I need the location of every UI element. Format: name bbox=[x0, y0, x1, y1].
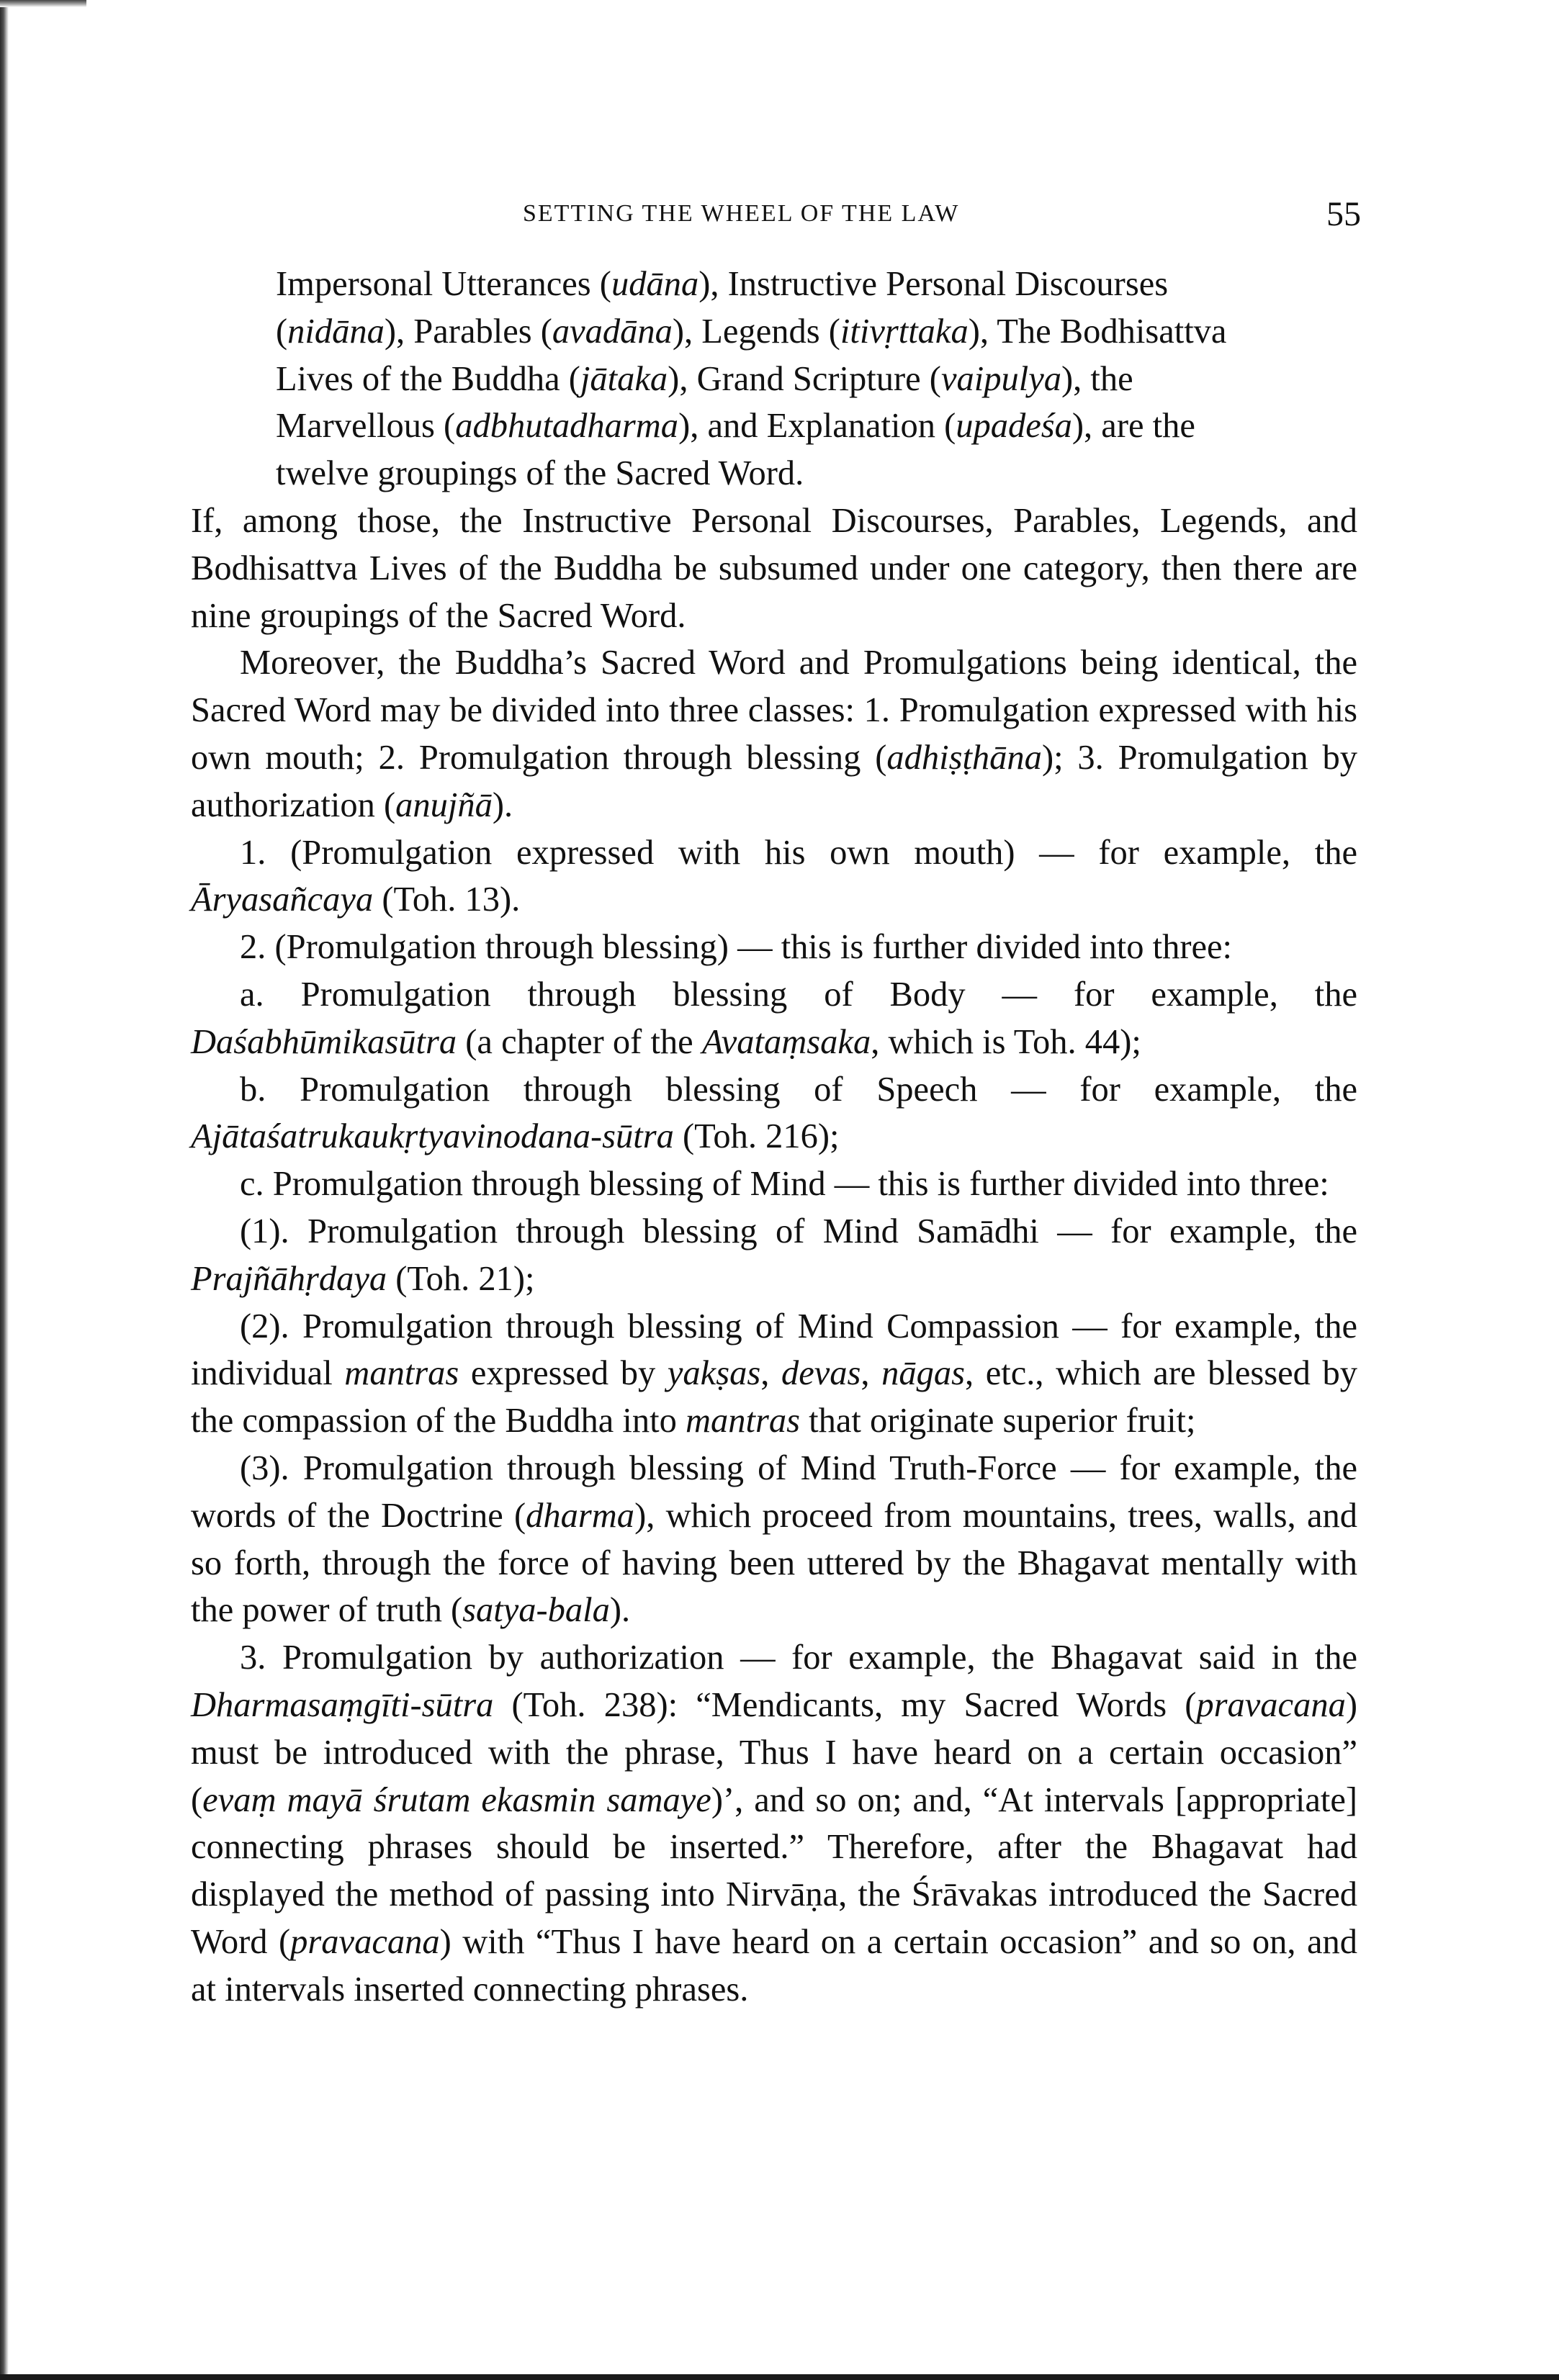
text-run: ). bbox=[609, 1591, 631, 1630]
text-run: ), and Explanation ( bbox=[678, 407, 956, 446]
text-run: (Toh. 13). bbox=[373, 880, 521, 919]
page-number: 55 bbox=[1326, 195, 1361, 233]
text-run: )’, and so on; and, “At intervals [appropriate] connecting phrases should be inserted.” Therefore, after the Bhagavat had displayed the method of passing into Nirvāṇa, the Śrāvakas introduced the Sacred Word ( bbox=[191, 1780, 1357, 1961]
scan-edge-left bbox=[0, 0, 9, 2380]
item-2a-body bbox=[191, 971, 1357, 1066]
text-run: ), are the twelve groupings of the Sacred Word. bbox=[276, 407, 1195, 493]
italic-term: pravacana bbox=[1196, 1685, 1346, 1724]
italic-term: jātaka bbox=[580, 359, 668, 398]
item-2-blessing bbox=[191, 924, 1357, 971]
text-run: If, among those, the Instructive Personal Discourses, Parables, Legends, and Bodhisattva Lives of the Buddha be subsumed under one category, then there are nine groupings of the Sacred Word. bbox=[191, 501, 1357, 635]
text-run: (1). Promulgation through blessing of Mind Samādhi — for example, the bbox=[240, 1212, 1357, 1250]
text-run: 1. (Promulgation expressed with his own mouth) — for example, the bbox=[240, 833, 1357, 872]
text-run: 2. (Promulgation through blessing) — this is further divided into three: bbox=[240, 928, 1233, 967]
text-run: 3. Promulgation by authorization — for example, the Bhagavat said in the bbox=[240, 1638, 1357, 1677]
text-run: , which is Toh. 44); bbox=[871, 1022, 1141, 1061]
text-run: , bbox=[861, 1354, 882, 1393]
text-run: ), the Marvellous ( bbox=[276, 359, 1133, 446]
text-run: ) with “Thus I have heard on a certain occasion” and so on, and at intervals inserted connecting phrases. bbox=[191, 1922, 1357, 2009]
italic-term: yakṣas bbox=[667, 1354, 761, 1393]
italic-term: upadeśa bbox=[956, 407, 1072, 446]
text-run: (2). Promulgation through blessing of Mind Compassion — for example, the individual bbox=[191, 1307, 1357, 1393]
text-run: , bbox=[760, 1354, 781, 1393]
text-run: expressed by bbox=[459, 1354, 668, 1393]
italic-term: Dharmasaṃgīti-sūtra bbox=[191, 1685, 494, 1724]
scan-edge-top bbox=[0, 0, 86, 7]
italic-term: adbhutadharma bbox=[455, 407, 679, 446]
italic-term: Prajñāhṛdaya bbox=[191, 1259, 387, 1298]
italic-term: adhiṣṭhāna bbox=[886, 738, 1042, 777]
italic-term: Āryasañcaya bbox=[191, 880, 374, 919]
italic-term: Avataṃsaka bbox=[701, 1022, 871, 1061]
paragraph-nine-groupings bbox=[191, 497, 1357, 639]
paragraph-three-classes bbox=[191, 639, 1357, 829]
italic-term: anujñā bbox=[395, 785, 493, 824]
text-run: ), The Bodhisattva Lives of the Buddha ( bbox=[276, 312, 1227, 398]
text-run: b. Promulgation through blessing of Speech — for example, the bbox=[240, 1070, 1357, 1109]
item-mind-truth-force bbox=[191, 1445, 1357, 1634]
italic-term: Ajātaśatrukaukṛtyavinodana-sūtra bbox=[191, 1117, 674, 1156]
text-run: ), Grand Scripture ( bbox=[668, 359, 941, 398]
text-run: ); 3. Promulgation by authorization ( bbox=[191, 738, 1357, 824]
item-mind-compassion bbox=[191, 1303, 1357, 1445]
italic-term: mantras bbox=[685, 1402, 800, 1441]
italic-term: udāna bbox=[611, 265, 699, 303]
scan-edge-bottom bbox=[0, 2374, 1559, 2380]
text-run: ) must be introduced with the phrase, Thus I have heard on a certain occasion” ( bbox=[191, 1685, 1357, 1819]
italic-term: Daśabhūmikasūtra bbox=[191, 1022, 457, 1061]
item-1-own-mouth bbox=[191, 829, 1357, 924]
text-run: , etc., which are blessed by the compassion of the Buddha into bbox=[191, 1354, 1358, 1441]
text-run: c. Promulgation through blessing of Mind — this is further divided into three: bbox=[240, 1165, 1329, 1204]
italic-term: evaṃ mayā śrutam ekasmin samaye bbox=[202, 1780, 711, 1819]
italic-term: dharma bbox=[526, 1496, 635, 1535]
text-run: ), which proceed from mountains, trees, walls, and so forth, through the force of having been uttered by the Bhagavat mentally with the power of truth ( bbox=[191, 1496, 1357, 1630]
quote-twelve-groupings bbox=[191, 261, 1357, 497]
italic-term: nidāna bbox=[287, 312, 385, 351]
text-run: (3). Promulgation through blessing of Mind Truth-Force — for example, the words of the Doctrine ( bbox=[191, 1448, 1357, 1535]
text-run: Moreover, the Buddha’s Sacred Word and Promulgations being identical, the Sacred Word may be divided into three classes: 1. Promulgation expressed with his own mouth; 2. Promulgation through blessing ( bbox=[191, 644, 1357, 777]
page-body bbox=[191, 261, 1357, 2013]
page-header bbox=[194, 195, 1361, 236]
item-2b-speech bbox=[191, 1066, 1357, 1161]
text-run: ), Legends ( bbox=[672, 312, 840, 351]
item-2c-mind bbox=[191, 1160, 1357, 1208]
text-run: ), Instructive Personal Discourses ( bbox=[276, 265, 1169, 351]
italic-term: satya-bala bbox=[462, 1591, 610, 1630]
item-3-authorization bbox=[191, 1634, 1357, 2013]
italic-term: pravacana bbox=[290, 1922, 440, 1961]
italic-term: devas bbox=[781, 1354, 861, 1393]
text-run: ). bbox=[492, 785, 513, 824]
text-run: Impersonal Utterances ( bbox=[276, 265, 611, 303]
text-run: (a chapter of the bbox=[457, 1022, 702, 1061]
text-run: that originate superior fruit; bbox=[799, 1402, 1196, 1441]
text-run: a. Promulgation through blessing of Body — for example, the bbox=[240, 975, 1357, 1014]
italic-term: avadāna bbox=[552, 312, 673, 351]
text-run: (Toh. 238): “Mendicants, my Sacred Words ( bbox=[493, 1685, 1197, 1724]
italic-term: mantras bbox=[344, 1354, 459, 1393]
text-run: (Toh. 216); bbox=[673, 1117, 840, 1156]
italic-term: vaipulya bbox=[940, 359, 1061, 398]
running-head: SETTING THE WHEEL OF THE LAW bbox=[523, 200, 960, 227]
italic-term: itivṛttaka bbox=[840, 312, 969, 351]
text-run: (Toh. 21); bbox=[387, 1259, 535, 1298]
text-run: ), Parables ( bbox=[384, 312, 552, 351]
italic-term: nāgas bbox=[881, 1354, 966, 1393]
item-mind-samadhi bbox=[191, 1208, 1357, 1303]
